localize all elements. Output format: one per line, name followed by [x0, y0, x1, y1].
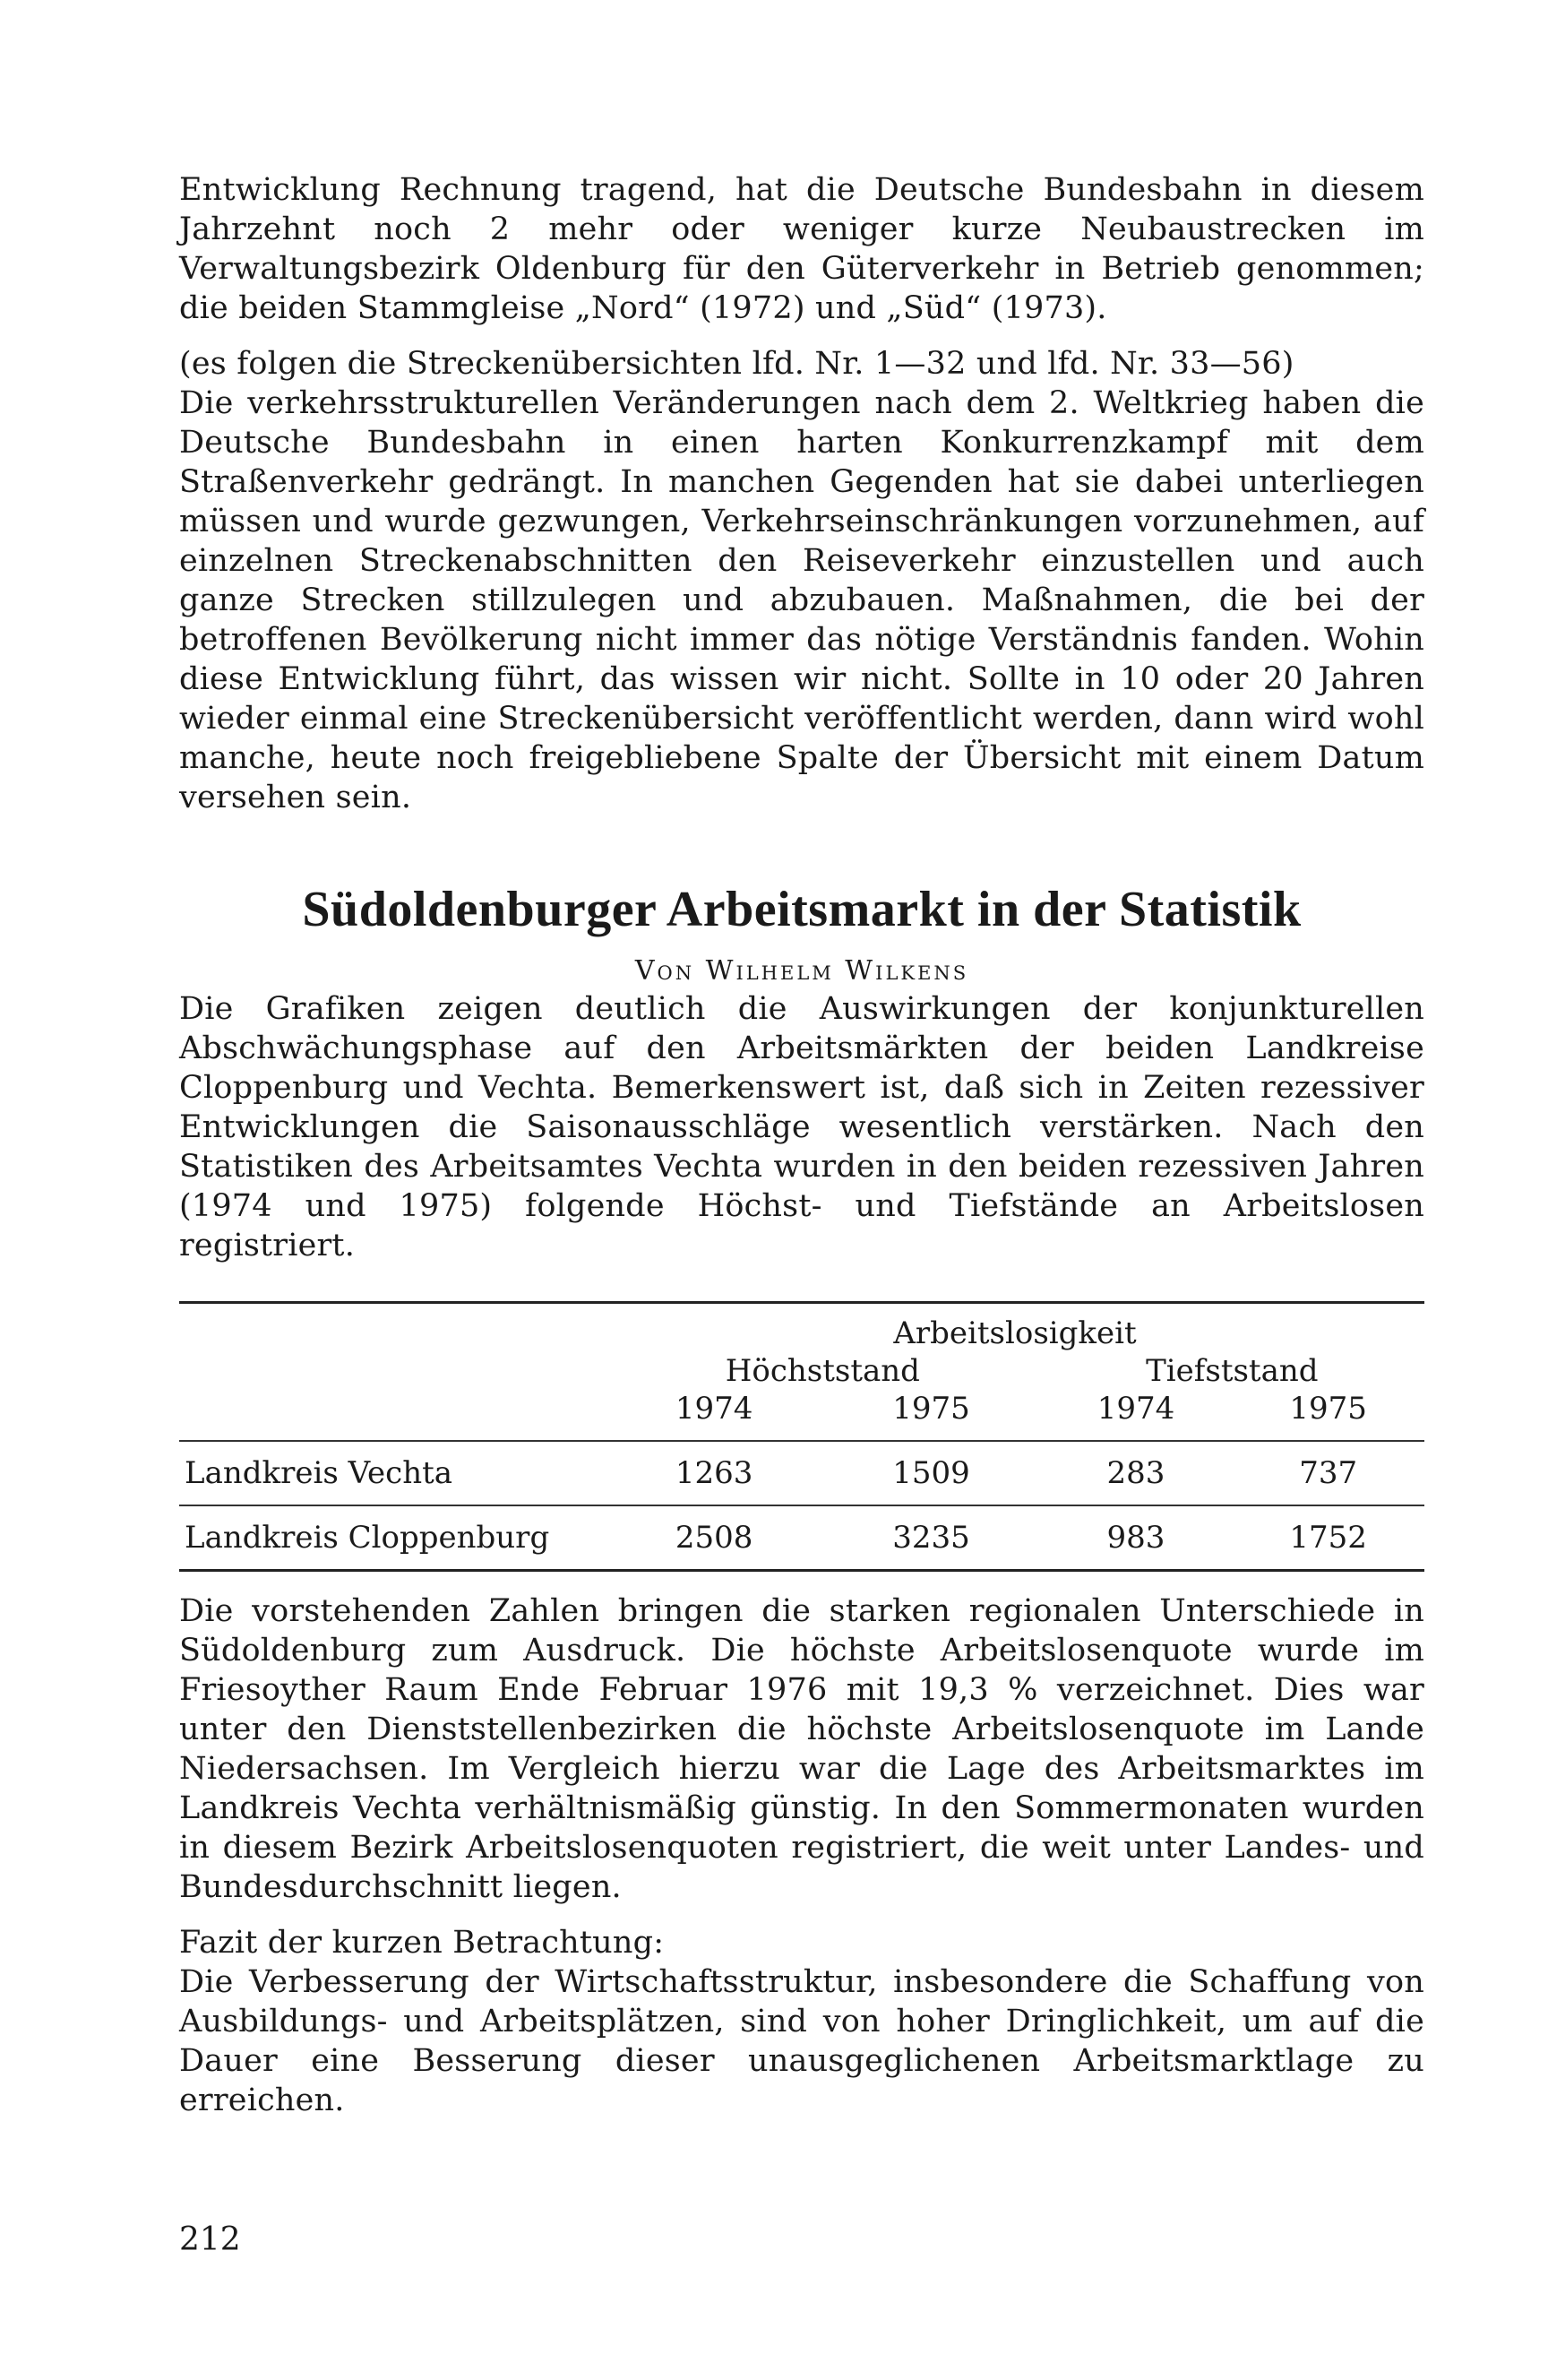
paragraph-traffic: Die verkehrsstrukturellen Veränderungen nach dem 2. Weltkrieg haben die Deutsche Bundesbahn in einen harten Konkurrenzkampf mit dem Straßenverkehr gedrängt. In manchen Gegenden hat sie dabei unterliegen müssen und wurde gezwungen, Verkehrseinschränkungen vorzunehmen, auf einzelnen Streckenabschnitten den Reiseverkehr einzustellen und auch ganze Strecken stillzulegen und abzubauen. Maßnahmen, die bei der betroffenen Bevölkerung nicht immer das nötige Verständnis fanden. Wohin diese Entwicklung führt, das wissen wir nicht. Sollte in 10 oder 20 Jahren wieder einmal eine Streckenübersicht veröffentlicht werden, dann wird wohl manche, heute noch freigebliebene Spalte der Übersicht mit einem Datum versehen sein.	[179, 385, 1424, 815]
article-byline: Von Wilhelm Wilkens	[634, 955, 969, 987]
table-header-low: Tiefststand	[1146, 1353, 1319, 1389]
document-page	[179, 170, 1424, 2260]
table-cell: 1752	[1232, 1505, 1424, 1571]
article-title: Südoldenburger Arbeitsmarkt in der Statistik	[302, 882, 1302, 937]
table-cell: 983	[1040, 1505, 1233, 1571]
page-number: 212	[179, 2221, 241, 2258]
table-year-header: 1975	[1289, 1391, 1367, 1427]
table-corner	[179, 1303, 606, 1353]
paragraph-lead: Die Grafiken zeigen deutlich die Auswirkungen der konjunkturellen Abschwächungsphase auf den Arbeitsmärkten der beiden Landkreise Cloppenburg und Vechta. Bemerkenswert ist, daß sich in Zeiten rezessiver Entwicklungen die Saisonausschläge wesentlich verstärken. Nach den Statistiken des Arbeitsamtes Vechta wurden in den beiden rezessiven Jahren (1974 und 1975) folgende Höchst- und Tiefstände an Arbeitslosen registriert.	[179, 991, 1424, 1263]
conclusion-heading: Fazit der kurzen Betrachtung:	[179, 1925, 665, 1961]
table-cell: 737	[1232, 1441, 1424, 1505]
table-row	[179, 1505, 1424, 1571]
row-label: Landkreis Cloppenburg	[179, 1505, 606, 1571]
paragraph-intro: Entwicklung Rechnung tragend, hat die Deutsche Bundesbahn in diesem Jahrzehnt noch 2 mehr oder weniger kurze Neubaustrecken im Verwaltungsbezirk Oldenburg für den Güterverkehr in Betrieb genommen; die beiden Stammgleise „Nord“ (1972) und „Süd“ (1973).	[179, 172, 1424, 326]
table-group-header: Arbeitslosigkeit	[606, 1303, 1424, 1353]
unemployment-table	[179, 1301, 1424, 1572]
table-cell: 1509	[822, 1441, 1039, 1505]
table-cell: 3235	[822, 1505, 1039, 1571]
table-header-high: Höchststand	[725, 1353, 920, 1389]
table-cell: 1263	[606, 1441, 822, 1505]
table-year-header: 1974	[675, 1391, 753, 1427]
table-cell: 2508	[606, 1505, 822, 1571]
table-cell: 283	[1040, 1441, 1233, 1505]
paragraph-note: (es folgen die Streckenübersichten lfd. Nr. 1—32 und lfd. Nr. 33—56)	[179, 346, 1294, 382]
paragraph-conclusion: Die Verbesserung der Wirtschaftsstruktur, insbesondere die Schaffung von Ausbildungs- und Arbeitsplätzen, sind von hoher Dringlichkeit, um auf die Dauer eine Besserung dieser unausgeglichenen Arbeitsmarktlage zu erreichen.	[179, 1964, 1424, 2118]
table-year-header: 1974	[1096, 1391, 1175, 1427]
table-year-header: 1975	[892, 1391, 970, 1427]
paragraph-after-table: Die vorstehenden Zahlen bringen die starken regionalen Unterschiede in Südoldenburg zum Ausdruck. Die höchste Arbeitslosenquote wurde im Friesoyther Raum Ende Februar 1976 mit 19,3 % verzeichnet. Dies war unter den Dienststellenbezirken die höchste Arbeitslosenquote im Lande Niedersachsen. Im Vergleich hierzu war die Lage des Arbeitsmarktes im Landkreis Vechta verhältnismäßig günstig. In den Sommermonaten wurden in diesem Bezirk Arbeitslosenquoten registriert, die weit unter Landes- und Bundesdurchschnitt liegen.	[179, 1593, 1424, 1905]
table-row	[179, 1441, 1424, 1505]
row-label: Landkreis Vechta	[179, 1441, 606, 1505]
